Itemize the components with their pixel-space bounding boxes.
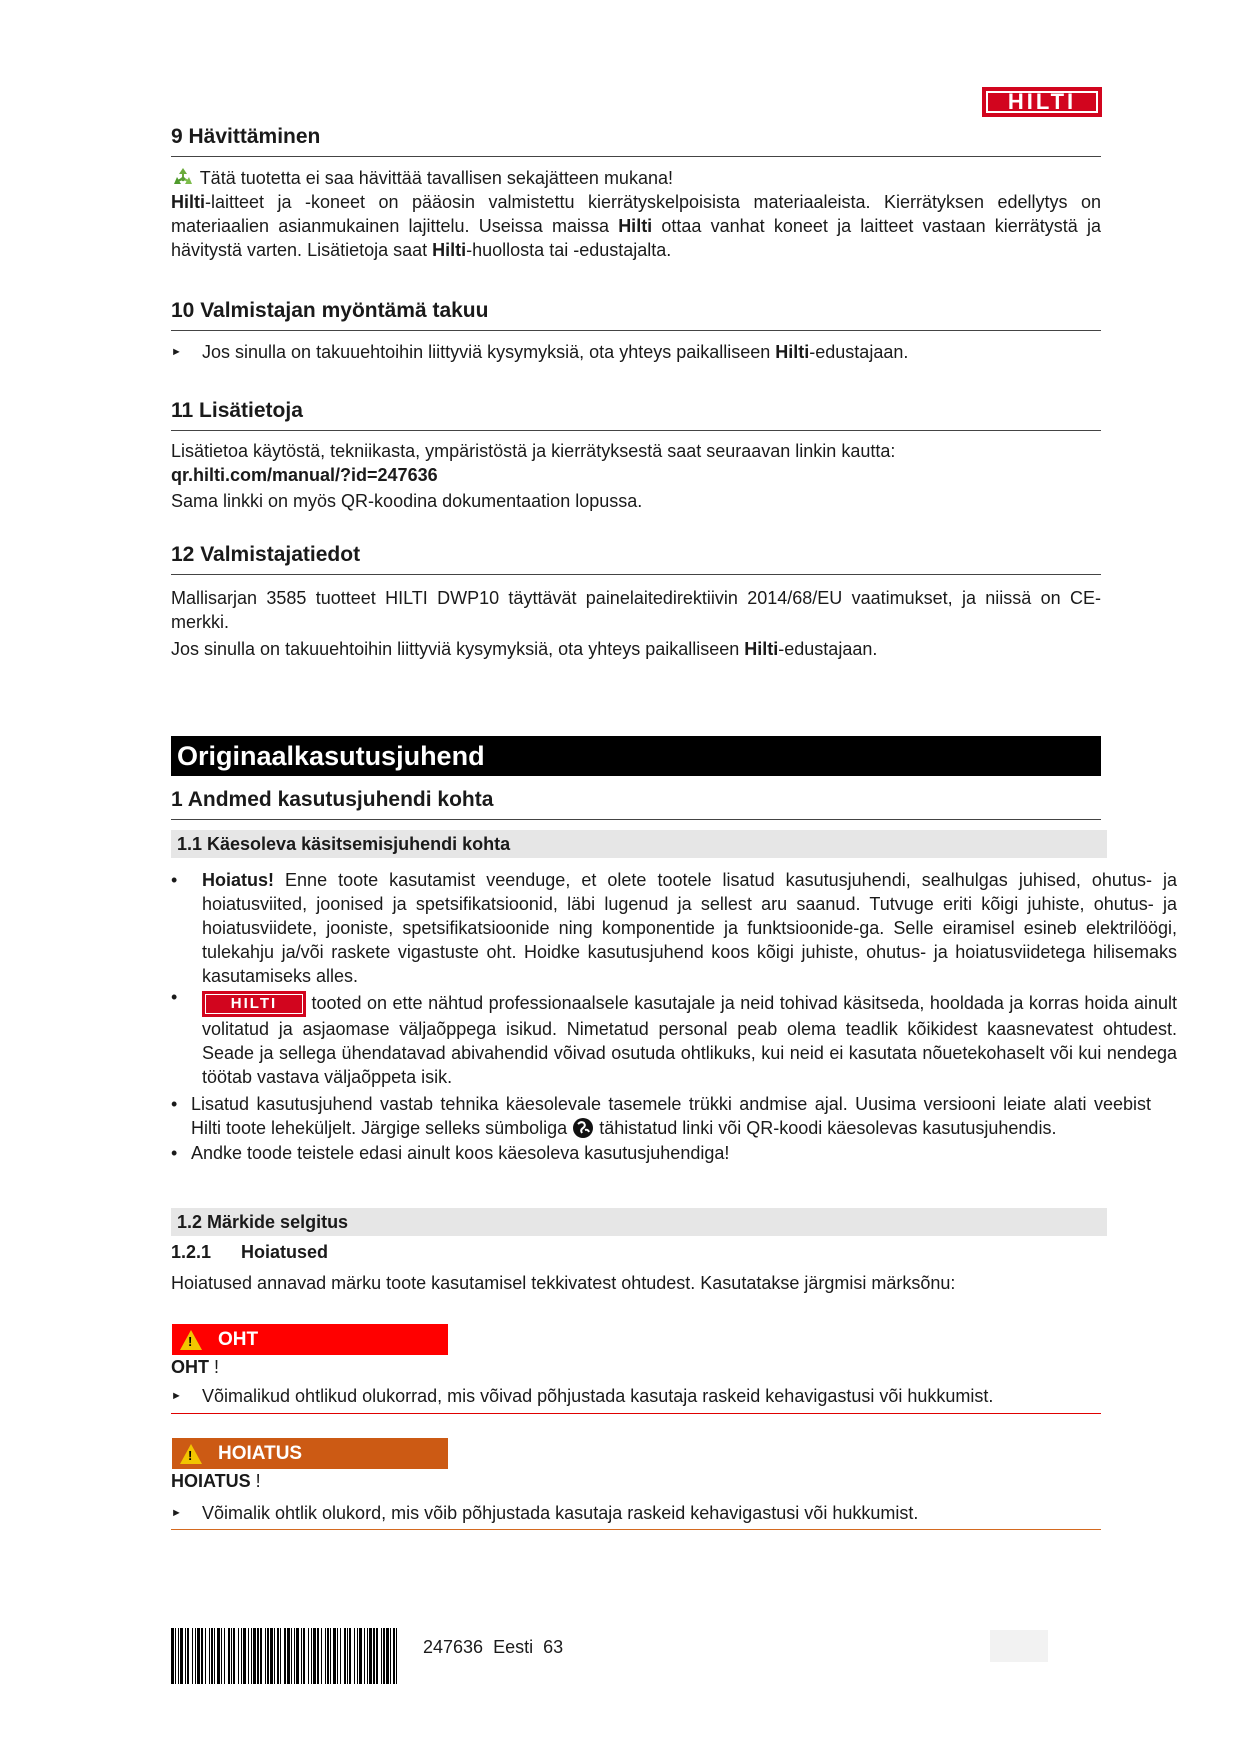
brand-hilti: Hilti xyxy=(171,192,205,212)
danger-item xyxy=(171,1384,1101,1414)
barcode-bar xyxy=(301,1628,302,1684)
section-10-item xyxy=(171,340,1101,364)
barcode-bar xyxy=(376,1628,378,1684)
barcode-bar xyxy=(349,1628,351,1684)
barcode-bar xyxy=(337,1628,338,1684)
section-12-paragraph2 xyxy=(171,637,1101,661)
text-part: -huollosta tai -edustajalta. xyxy=(466,240,672,260)
section-9-body xyxy=(171,166,1101,262)
barcode-bar xyxy=(291,1628,292,1684)
section-heading: Hoiatused xyxy=(241,1242,329,1262)
brand-hilti: Hilti xyxy=(618,216,653,236)
warning-label: HOIATUS xyxy=(218,1442,303,1464)
et-warnings-intro: Hoiatused annavad märku toote kasutamisel tekkivatest ohtudest. Kasutatakse järgmisi märksõnu: xyxy=(171,1273,956,1293)
barcode-bar xyxy=(217,1628,220,1684)
et-section-1-2-title: 1.2 Märkide selgitus xyxy=(171,1208,1107,1236)
barcode-bar xyxy=(257,1628,259,1684)
barcode-bar xyxy=(175,1628,176,1684)
barcode-bar xyxy=(327,1628,329,1684)
barcode-bar xyxy=(294,1628,295,1684)
section-10-title: 10 Valmistajan myöntämä takuu xyxy=(171,299,1101,331)
document-number: 247636 xyxy=(423,1637,484,1657)
barcode-bar xyxy=(383,1628,385,1684)
text-part: ottaa vanhat koneet ja laitteet vastaan kierrätystä ja hävitystä varten. Lisätietoja saat xyxy=(171,216,1102,260)
barcode-bar xyxy=(201,1628,203,1684)
brand-hilti: Hilti xyxy=(432,240,467,260)
page-number: 63 xyxy=(543,1637,564,1657)
danger-label: OHT xyxy=(218,1328,259,1350)
section-9-line1 xyxy=(171,166,1101,190)
signal-word: HOIATUS xyxy=(171,1471,251,1491)
danger-label-box xyxy=(172,1324,448,1355)
barcode-bar xyxy=(221,1628,222,1684)
barcode-bar xyxy=(192,1628,193,1684)
text-part: tähistatud linki või QR-koodi käesolevas kasutusjuhendis. xyxy=(594,1118,1057,1139)
danger-signal-word: OHT ! xyxy=(171,1357,220,1377)
barcode-bar xyxy=(248,1628,249,1684)
bullet-dot: • xyxy=(171,987,178,1007)
warning-label: Hoiatus! xyxy=(202,870,274,890)
signal-word: OHT xyxy=(171,1357,209,1377)
et-section-1-title: 1 Andmed kasutusjuhendi kohta xyxy=(171,788,1101,820)
section-9-warning-text: Tätä tuotetta ei saa hävittää tavallisen sekajätteen mukana! xyxy=(199,168,673,188)
barcode-bar xyxy=(357,1628,358,1684)
warning-triangle-icon: ! xyxy=(180,1330,202,1350)
language-name: Eesti xyxy=(493,1637,534,1657)
section-9-title: 9 Hävittäminen xyxy=(171,125,1101,157)
warning-text: Võimalik ohtlik olukord, mis võib põhjustada kasutaja raskeid kehavigastusi või hukkumist. xyxy=(202,1503,919,1523)
barcode-bar xyxy=(228,1628,230,1684)
hilti-inline-logo: HILTI xyxy=(202,991,306,1017)
barcode-bar xyxy=(231,1628,232,1684)
barcode-bar xyxy=(313,1628,316,1684)
barcode-bar xyxy=(359,1628,362,1684)
text-part: -edustajaan. xyxy=(778,639,878,659)
barcode-bar xyxy=(330,1628,331,1684)
brand-hilti: Hilti xyxy=(744,639,779,659)
recycle-icon xyxy=(171,166,195,188)
warning-signal-word: HOIATUS ! xyxy=(171,1471,261,1491)
barcode-bar xyxy=(178,1628,179,1684)
danger-text: Võimalikud ohtlikud olukorrad, mis võivad põhjustada kasutaja raskeid kehavigastusi või hukkumist. xyxy=(202,1386,994,1406)
brand-hilti: Hilti xyxy=(775,342,810,362)
et-bullet-list xyxy=(171,868,1177,1165)
hilti-logo: HILTI xyxy=(982,87,1102,117)
section-11-line1: Lisätietoa käytöstä, tekniikasta, ympäristöstä ja kierrätyksestä saat seuraavan linkin kautta: xyxy=(171,441,896,461)
warning-label-box xyxy=(172,1438,448,1469)
barcode-bar xyxy=(369,1628,372,1684)
text-part: Enne toote kasutamist veenduge, et olete tootele lisatud kasutusjuhendi, sealhulgas juhised, ohutus- ja hoiatusviited, joonised ja spetsifikatsioonid, läbi lugenud ja sellest aru saanud. Tutvuge eriti kõigi juhiste, ohutus- ja hoiatusviidete, jooniste, spetsifikatsioonide ning komponentide ja funktsioonide-ga. Selle eiramisel esineb elektrilöögi, tulekahju ja/või raskete vigastuste oht. Hoidke kasutusjuhend koos kõigi juhiste, ohutus- ja hoiatusviidetega hilisemaks kasutamiseks alles. xyxy=(202,870,1177,986)
section-12-paragraph1: Mallisarjan 3585 tuotteet HILTI DWP10 täyttävät painelaitedirektiivin 2014/68/EU vaatimukset, ja niissä on CE-merkki. xyxy=(171,588,1101,632)
section-10-text xyxy=(202,340,908,364)
barcode-bar xyxy=(354,1628,355,1684)
barcode-bar xyxy=(209,1628,210,1684)
arrow-bullet-icon: ► xyxy=(171,346,182,358)
et-section-1-1-title: 1.1 Käesoleva käsitsemisjuhendi kohta xyxy=(171,830,1107,858)
barcode-bar xyxy=(393,1628,395,1684)
barcode-bar xyxy=(308,1628,309,1684)
barcode-bar xyxy=(390,1628,391,1684)
manual-link[interactable]: qr.hilti.com/manual/?id=247636 xyxy=(171,465,438,485)
barcode-bar xyxy=(224,1628,225,1684)
barcode-bar xyxy=(321,1628,322,1684)
section-11-body xyxy=(171,439,1101,513)
barcode-bar xyxy=(251,1628,252,1684)
arrow-bullet-icon: ► xyxy=(171,1507,182,1519)
barcode-bar xyxy=(171,1628,174,1684)
barcode-bar xyxy=(197,1628,200,1684)
barcode-bar xyxy=(344,1628,346,1684)
section-12-title: 12 Valmistajatiedot xyxy=(171,543,1101,575)
barcode-bar xyxy=(367,1628,368,1684)
list-item xyxy=(171,1141,1177,1165)
section-11-line3: Sama linkki on myös QR-koodina dokumentaation lopussa. xyxy=(171,491,643,511)
barcode-bar xyxy=(347,1628,348,1684)
section-9-paragraph xyxy=(171,190,1101,262)
barcode-bar xyxy=(205,1628,206,1684)
barcode-bar xyxy=(386,1628,389,1684)
barcode-bar xyxy=(267,1628,269,1684)
barcode-bar xyxy=(243,1628,246,1684)
list-item xyxy=(171,1092,1177,1140)
warning-triangle-icon: ! xyxy=(180,1444,202,1464)
bullet-dot: • xyxy=(171,1143,178,1164)
barcode xyxy=(171,1628,399,1684)
bullet-dot: • xyxy=(171,870,178,890)
barcode-bar xyxy=(287,1628,290,1684)
barcode-bar xyxy=(277,1628,279,1684)
barcode-bar xyxy=(364,1628,365,1684)
barcode-bar xyxy=(311,1628,312,1684)
barcode-bar xyxy=(325,1628,326,1684)
text-part: -laitteet ja -koneet on pääosin valmistettu kierrätyskelpoisista materiaaleista. Kierrätyksen edellytys on materiaalien asianmukainen lajittelu. Useissa maissa xyxy=(171,192,1101,236)
barcode-bar xyxy=(274,1628,275,1684)
barcode-bar xyxy=(214,1628,215,1684)
barcode-bar xyxy=(284,1628,286,1684)
page-footer xyxy=(423,1637,563,1658)
language-section-banner: Originaalkasutusjuhend xyxy=(171,736,1101,776)
text-part: Jos sinulla on takuuehtoihin liittyviä kysymyksiä, ota yhteys paikalliseen xyxy=(202,342,776,362)
list-item xyxy=(171,868,1177,988)
text-part: -edustajaan. xyxy=(809,342,909,362)
barcode-bar xyxy=(373,1628,375,1684)
barcode-bar xyxy=(265,1628,266,1684)
barcode-bar xyxy=(253,1628,256,1684)
warning-item xyxy=(171,1501,1101,1530)
text-part: Lisatud kasutusjuhend vastab tehnika käesolevale tasemele trükki andmise ajal. Uusima versiooni leiate alati veebist Hilti toote leheküljelt. Järgige selleks sümboliga xyxy=(191,1094,1151,1139)
barcode-bar xyxy=(233,1628,235,1684)
barcode-bar xyxy=(303,1628,305,1684)
barcode-bar xyxy=(296,1628,299,1684)
barcode-bar xyxy=(241,1628,242,1684)
list-item xyxy=(171,987,1177,1089)
barcode-bar xyxy=(211,1628,213,1684)
text-part: tooted on ette nähtud professionaalsele kasutajale ja neid tohivad käsitseda, hooldada ja korras hoida ainult volitatud ja asjaomase väljaõppega isikud. Nimetatud personal peab olema teadlik kõikidest kaasnevatest ohtudest. Seade ja sellega ühendatavad abivahendid võivad osutuda ohtlikuks, kui neid ei kasutata nõuetekohaselt või kui nendega töötab vastava väljaõppeta isik. xyxy=(202,993,1177,1088)
section-number: 1.2.1 xyxy=(171,1242,212,1262)
arrow-bullet-icon: ► xyxy=(171,1390,182,1402)
section-11-title: 11 Lisätietoja xyxy=(171,399,1101,431)
et-section-1-2-1-title xyxy=(171,1242,1101,1263)
barcode-bar xyxy=(187,1628,189,1684)
section-12-body xyxy=(171,586,1101,661)
text-part: Jos sinulla on takuuehtoihin liittyviä kysymyksiä, ota yhteys paikalliseen xyxy=(171,639,745,659)
barcode-bar xyxy=(270,1628,273,1684)
barcode-bar xyxy=(333,1628,336,1684)
text-part: Andke toode teistele edasi ainult koos käesoleva kasutusjuhendiga! xyxy=(191,1143,730,1164)
bullet-dot: • xyxy=(171,1094,178,1115)
corner-mark xyxy=(990,1630,1048,1662)
barcode-bar xyxy=(317,1628,319,1684)
globe-icon xyxy=(572,1117,594,1139)
barcode-bar xyxy=(340,1628,341,1684)
barcode-bar xyxy=(195,1628,196,1684)
barcode-bar xyxy=(396,1628,397,1684)
barcode-bar xyxy=(260,1628,262,1684)
barcode-bar xyxy=(185,1628,186,1684)
barcode-bar xyxy=(381,1628,382,1684)
barcode-bar xyxy=(238,1628,239,1684)
barcode-bar xyxy=(180,1628,183,1684)
barcode-bar xyxy=(280,1628,281,1684)
